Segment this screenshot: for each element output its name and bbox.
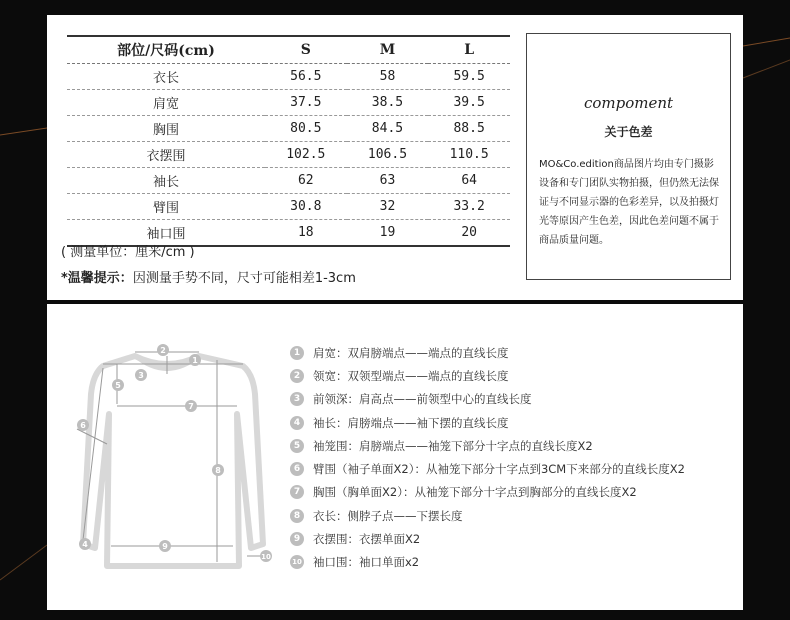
list-item [290,341,735,364]
header-size-l: L [428,36,510,64]
item-number: 1 [290,346,304,360]
row-label: 臂围 [67,194,265,220]
cell-l: 39.5 [428,90,510,116]
notice-title-en: compoment [583,94,674,112]
item-number: 4 [290,416,304,430]
tip-label: *温馨提示： [61,271,133,286]
cell-m: 63 [347,168,429,194]
cell-m: 19 [347,220,429,247]
marker-4-label: 4 [82,540,88,549]
size-chart-panel [47,15,743,300]
cell-m: 106.5 [347,142,429,168]
row-label: 肩宽 [67,90,265,116]
marker-8-label: 8 [215,466,221,475]
item-number: 5 [290,439,304,453]
cell-m: 58 [347,64,429,90]
item-text: 前领深：肩高点——前领型中心的直线长度 [313,392,532,407]
list-item [290,527,735,550]
row-label: 袖长 [67,168,265,194]
table-row [67,142,510,168]
measurement-unit-note: ( 测量单位：厘米/cm ) [61,245,195,260]
marker-7-label: 7 [188,402,194,411]
cell-s: 102.5 [265,142,347,168]
table-row [67,90,510,116]
row-label: 袖口围 [67,220,265,247]
list-item [290,364,735,387]
color-difference-notice [526,33,731,280]
item-number: 2 [290,369,304,383]
item-number: 10 [290,555,304,569]
notice-body: MO&Co.edition商品图片均由专门摄影设备和专门团队实物拍摄，但仍然无法保证与不同显示器的色彩差异，以及拍摄灯光等原因产生色差，因此色差问题不属于商品质量问题。 [539,159,719,246]
table-row [67,116,510,142]
table-row [67,64,510,90]
item-text: 肩宽：双肩膀端点——端点的直线长度 [313,345,509,360]
marker-2-label: 2 [160,346,166,355]
notice-title-cn: 关于色差 [604,125,653,139]
item-text: 袖长：肩膀端点——袖下摆的直线长度 [313,415,509,430]
item-text: 袖口围：袖口单面x2 [313,555,420,570]
item-text: 领宽：双领型端点——端点的直线长度 [313,368,509,383]
row-label: 胸围 [67,116,265,142]
cell-m: 38.5 [347,90,429,116]
garment-measurement-diagram [67,334,277,574]
cell-s: 80.5 [265,116,347,142]
marker-10-label: 10 [261,553,271,561]
cell-s: 62 [265,168,347,194]
item-text: 袖笼围：肩膀端点——袖笼下部分十字点的直线长度X2 [313,438,593,453]
row-label: 衣摆围 [67,142,265,168]
cell-l: 33.2 [428,194,510,220]
list-item [290,457,735,480]
measurement-tip [61,267,356,286]
item-text: 臂围（袖子单面X2）：从袖笼下部分十字点到3CM下来部分的直线长度X2 [313,462,685,477]
item-number: 9 [290,532,304,546]
list-item [290,388,735,411]
cell-l: 20 [428,220,510,247]
list-item [290,411,735,434]
cell-l: 59.5 [428,64,510,90]
cell-s: 37.5 [265,90,347,116]
cell-m: 84.5 [347,116,429,142]
marker-1-label: 1 [192,356,198,365]
tip-text: 因测量手势不同，尺寸可能相差1-3cm [132,271,356,286]
item-number: 7 [290,485,304,499]
measurement-guide-panel [47,304,743,610]
marker-6-label: 6 [80,421,86,430]
table-header-row [67,36,510,64]
item-number: 6 [290,462,304,476]
cell-l: 88.5 [428,116,510,142]
cell-m: 32 [347,194,429,220]
size-table [67,35,510,247]
item-text: 衣长：侧脖子点——下摆长度 [313,508,463,523]
marker-5-label: 5 [115,381,121,390]
marker-3-label: 3 [138,371,144,380]
list-item [290,551,735,574]
item-text: 胸围（胸单面X2）：从袖笼下部分十字点到胸部分的直线长度X2 [313,485,637,500]
measurement-legend [290,341,735,574]
cell-s: 18 [265,220,347,247]
header-size-s: S [265,36,347,64]
item-text: 衣摆围：衣摆单面X2 [313,532,421,547]
header-size-m: M [347,36,429,64]
item-number: 3 [290,392,304,406]
header-part-size: 部位/尺码(cm) [67,36,265,64]
sweater-outline [83,356,263,566]
item-number: 8 [290,509,304,523]
cell-l: 64 [428,168,510,194]
table-row [67,168,510,194]
list-item [290,481,735,504]
marker-9-label: 9 [162,542,168,551]
cell-l: 110.5 [428,142,510,168]
list-item [290,434,735,457]
table-row [67,194,510,220]
cell-s: 30.8 [265,194,347,220]
list-item [290,504,735,527]
cell-s: 56.5 [265,64,347,90]
row-label: 衣长 [67,64,265,90]
